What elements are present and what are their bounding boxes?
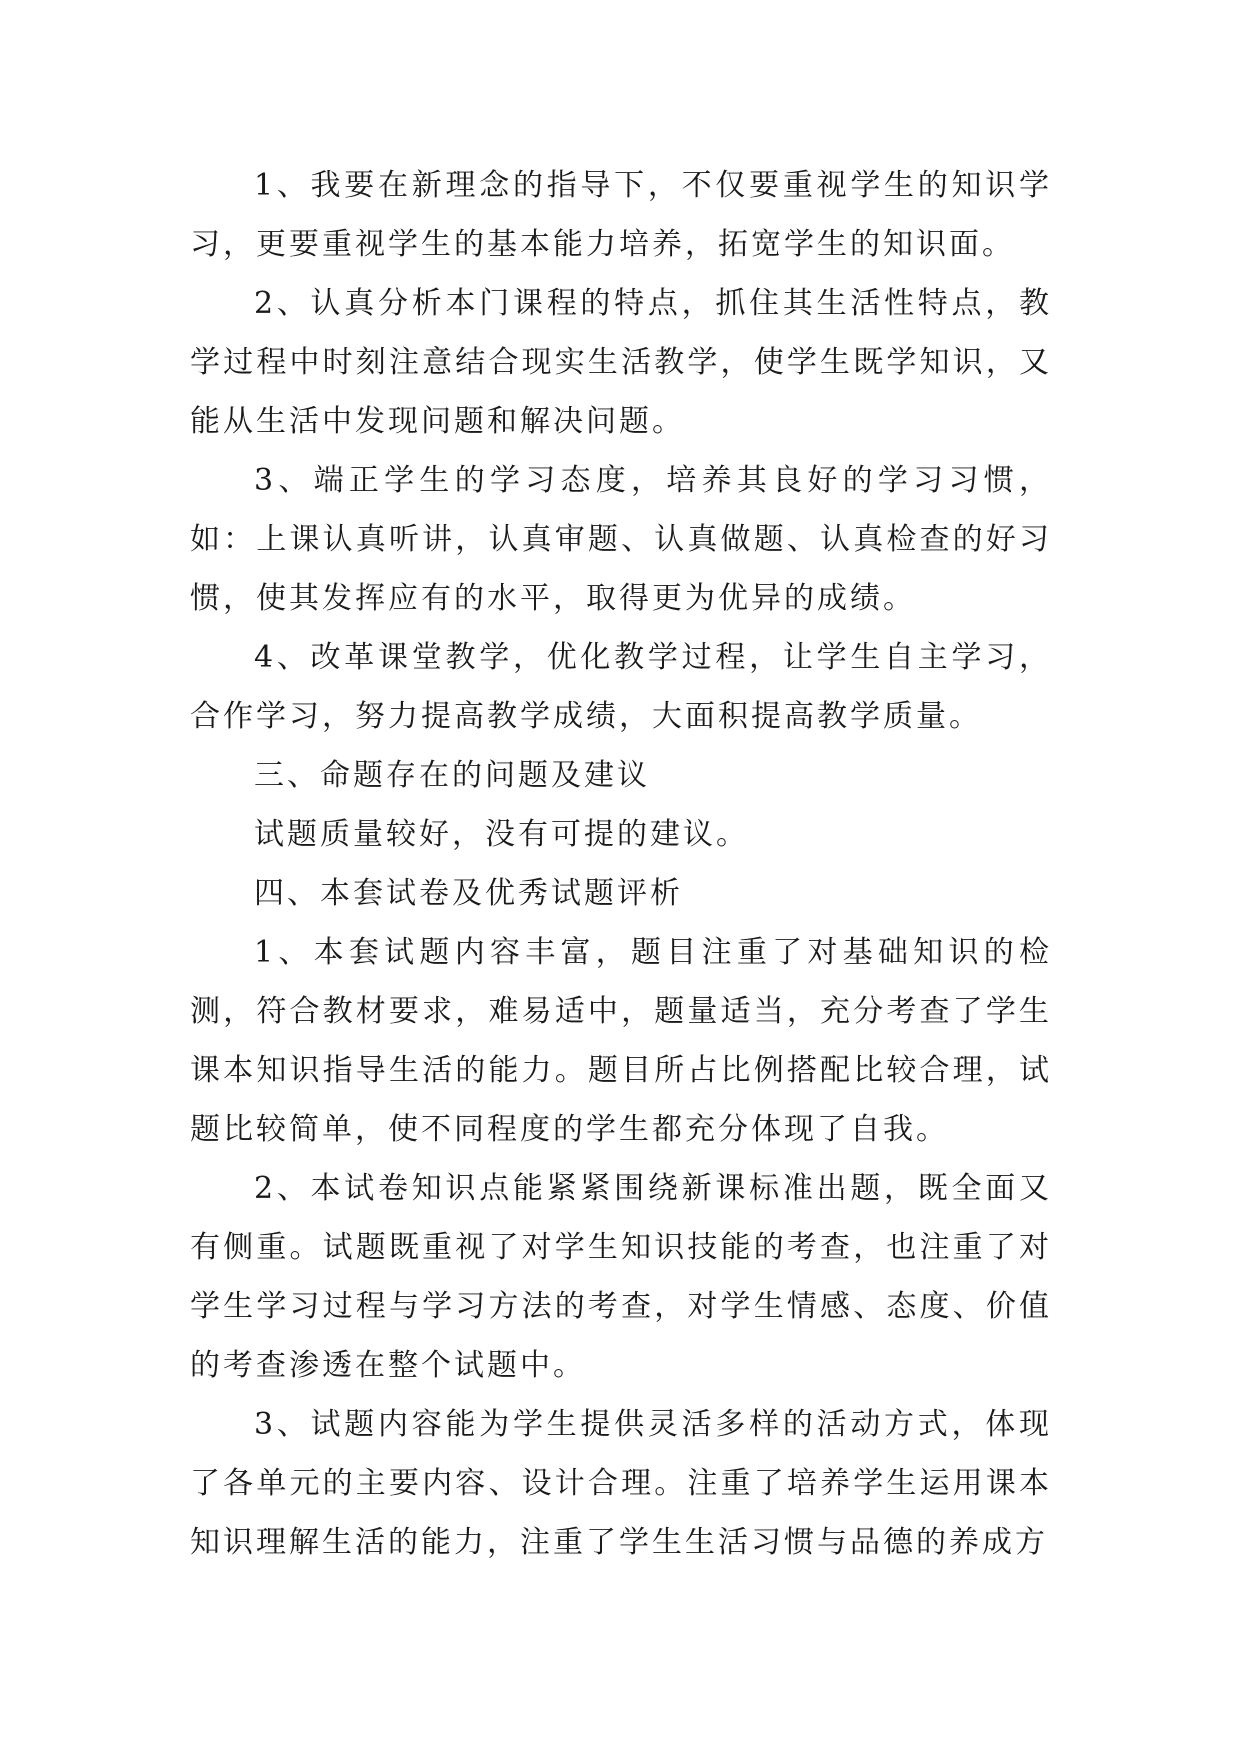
paragraph-analysis-2: 2、本试卷知识点能紧紧围绕新课标准出题，既全面又有侧重。试题既重视了对学生知识技能的考查，也注重了对学生学习过程与学习方法的考查，对学生情感、态度、价值的考查渗透在整个试题中。 xyxy=(190,1171,1052,1383)
section-heading-4: 四、本套试卷及优秀试题评析 xyxy=(254,876,683,911)
document-body xyxy=(190,156,1052,1572)
paragraph-measure-3: 3、端正学生的学习态度，培养其良好的学习习惯，如：上课认真听讲，认真审题、认真做题、认真检查的好习惯，使其发挥应有的水平，取得更为优异的成绩。 xyxy=(190,463,1052,616)
paragraph-measure-2: 2、认真分析本门课程的特点，抓住其生活性特点，教学过程中时刻注意结合现实生活教学，使学生既学知识，又能从生活中发现问题和解决问题。 xyxy=(190,286,1052,439)
paragraph-measure-1: 1、我要在新理念的指导下，不仅要重视学生的知识学习，更要重视学生的基本能力培养，拓宽学生的知识面。 xyxy=(190,168,1052,262)
section-heading-3: 三、命题存在的问题及建议 xyxy=(254,758,650,793)
paragraph-measure-4: 4、改革课堂教学，优化教学过程，让学生自主学习，合作学习，努力提高教学成绩，大面积提高教学质量。 xyxy=(190,640,1052,734)
paragraph-analysis-1: 1、本套试题内容丰富，题目注重了对基础知识的检测，符合教材要求，难易适中，题量适当，充分考查了学生课本知识指导生活的能力。题目所占比例搭配比较合理，试题比较简单，使不同程度的学生都充分体现了自我。 xyxy=(190,935,1052,1147)
paragraph-analysis-3: 3、试题内容能为学生提供灵活多样的活动方式，体现了各单元的主要内容、设计合理。注重了培养学生运用课本知识理解生活的能力，注重了学生生活习惯与品德的养成方 xyxy=(190,1407,1052,1560)
paragraph-suggestion: 试题质量较好，没有可提的建议。 xyxy=(254,817,749,852)
